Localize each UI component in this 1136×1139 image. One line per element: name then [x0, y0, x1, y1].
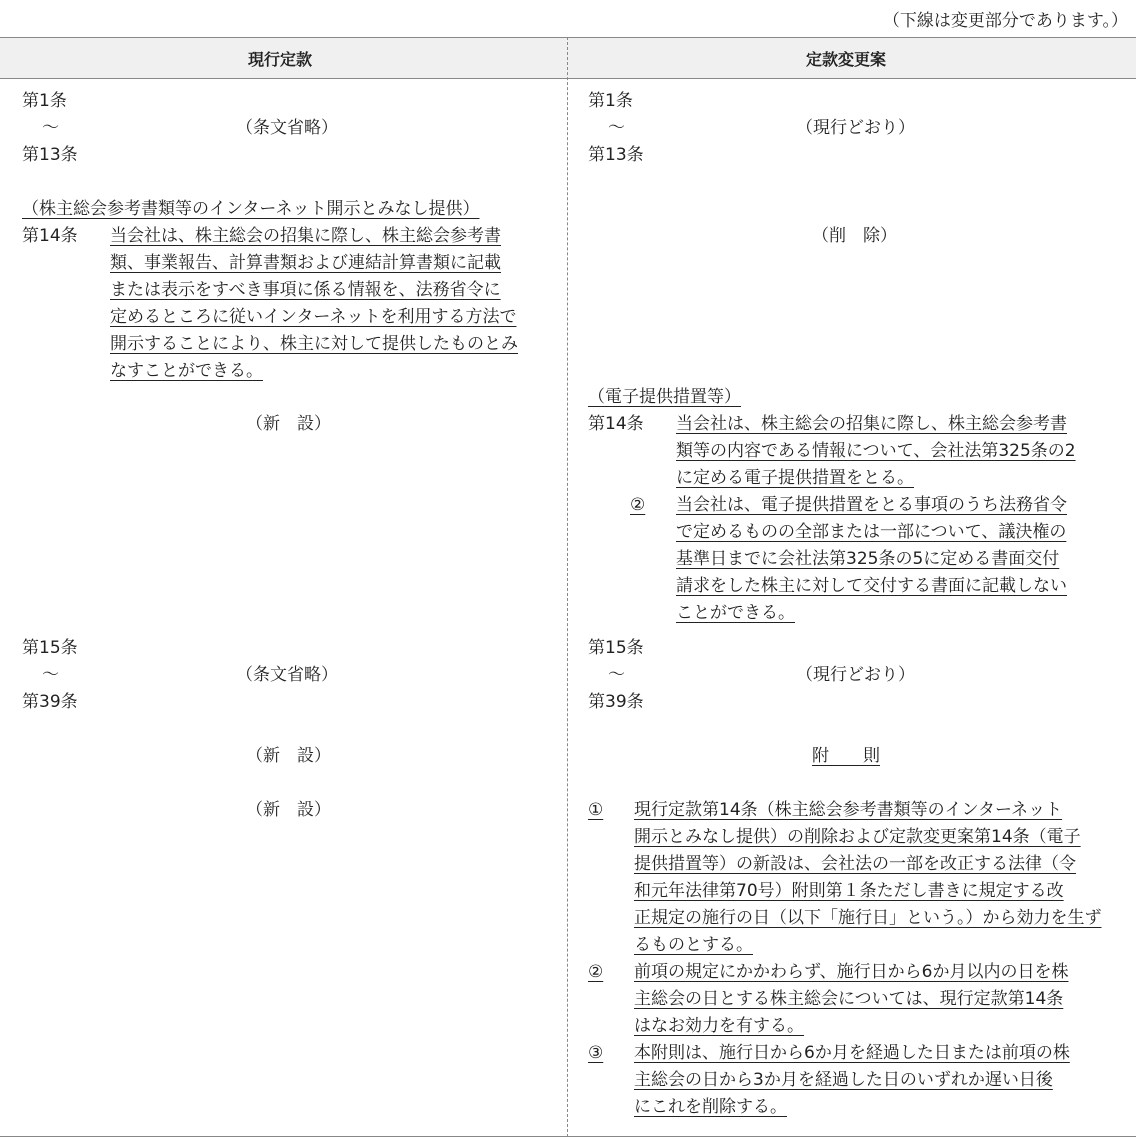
right-art1: 第1条 — [588, 91, 633, 111]
left-new3: （新 設） — [246, 800, 331, 820]
right-tilde2: ～ — [608, 665, 625, 685]
underline-note: （下線は変更部分であります。） — [882, 11, 1128, 31]
left-new1: （新 設） — [246, 414, 331, 434]
right-same1: （現行どおり） — [796, 118, 915, 138]
right-suppl-para1: 現行定款第14条（株主総会参考書類等のインターネット 開示とみなし提供）の削除および定款変更案第14条（電子 提供措置等）の新設は、会社法の一部を改正する法律（令 和元年法律第70号）附則第１条ただし書きに規定する改 正規定の施行の日（以下「施行日」という。）から効力を生ず るものとする。 — [634, 800, 1102, 955]
left-art15: 第15条 — [22, 638, 78, 658]
right-heading14: （電子提供措置等） — [588, 387, 741, 407]
right-marker2: ② — [630, 495, 646, 515]
left-tilde1: ～ — [42, 118, 59, 138]
header-proposed: 定款変更案 — [806, 50, 887, 69]
left-art39: 第39条 — [22, 692, 78, 712]
column-divider — [567, 37, 568, 1137]
left-art14: 第14条 — [22, 226, 78, 246]
table-bottom-border — [0, 1136, 1136, 1137]
left-art13: 第13条 — [22, 145, 78, 165]
right-suppl-marker1: ① — [588, 800, 604, 820]
right-art15: 第15条 — [588, 638, 644, 658]
header-current: 現行定款 — [248, 50, 313, 69]
left-omit2: （条文省略） — [236, 665, 338, 685]
left-new2: （新 設） — [246, 746, 331, 766]
right-art13: 第13条 — [588, 145, 644, 165]
left-omit1: （条文省略） — [236, 118, 338, 138]
right-suppl-para2: 前項の規定にかかわらず、施行日から6か月以内の日を株 主総会の日とする株主総会については、現行定款第14条 はなお効力を有する。 — [634, 962, 1069, 1036]
left-heading14: （株主総会参考書類等のインターネット開示とみなし提供） — [22, 199, 480, 219]
right-suppl-para3: 本附則は、施行日から6か月を経過した日または前項の株 主総会の日から3か月を経過した日のいずれか遅い日後 にこれを削除する。 — [634, 1043, 1070, 1117]
left-para14: 当会社は、株主総会の招集に際し、株主総会参考書 類、事業報告、計算書類および連結計算書類に記載 または表示をすべき事項に係る情報を、法務省令に 定めるところに従いインターネットを利用する方法で 開示することにより、株主に対して提供したものとみ なすことができる。 — [110, 226, 518, 381]
right-suppl-marker2: ② — [588, 962, 604, 982]
left-art1: 第1条 — [22, 91, 67, 111]
right-art14: 第14条 — [588, 414, 644, 434]
table-header — [0, 37, 1136, 79]
right-para14: 当会社は、株主総会の招集に際し、株主総会参考書 類等の内容である情報について、会社法第325条の2 に定める電子提供措置をとる。 — [676, 414, 1076, 488]
right-same2: （現行どおり） — [796, 665, 915, 685]
left-tilde2: ～ — [42, 665, 59, 685]
right-deleted: （削 除） — [812, 226, 897, 246]
right-fusoku-heading: 附 則 — [812, 746, 880, 766]
right-tilde1: ～ — [608, 118, 625, 138]
right-suppl-marker3: ③ — [588, 1043, 604, 1063]
right-art39: 第39条 — [588, 692, 644, 712]
right-para14-2: 当会社は、電子提供措置をとる事項のうち法務省令 で定めるものの全部または一部について、議決権の 基準日までに会社法第325条の5に定める書面交付 請求をした株主に対して交付する書面に記載しない ことができる。 — [676, 495, 1067, 623]
